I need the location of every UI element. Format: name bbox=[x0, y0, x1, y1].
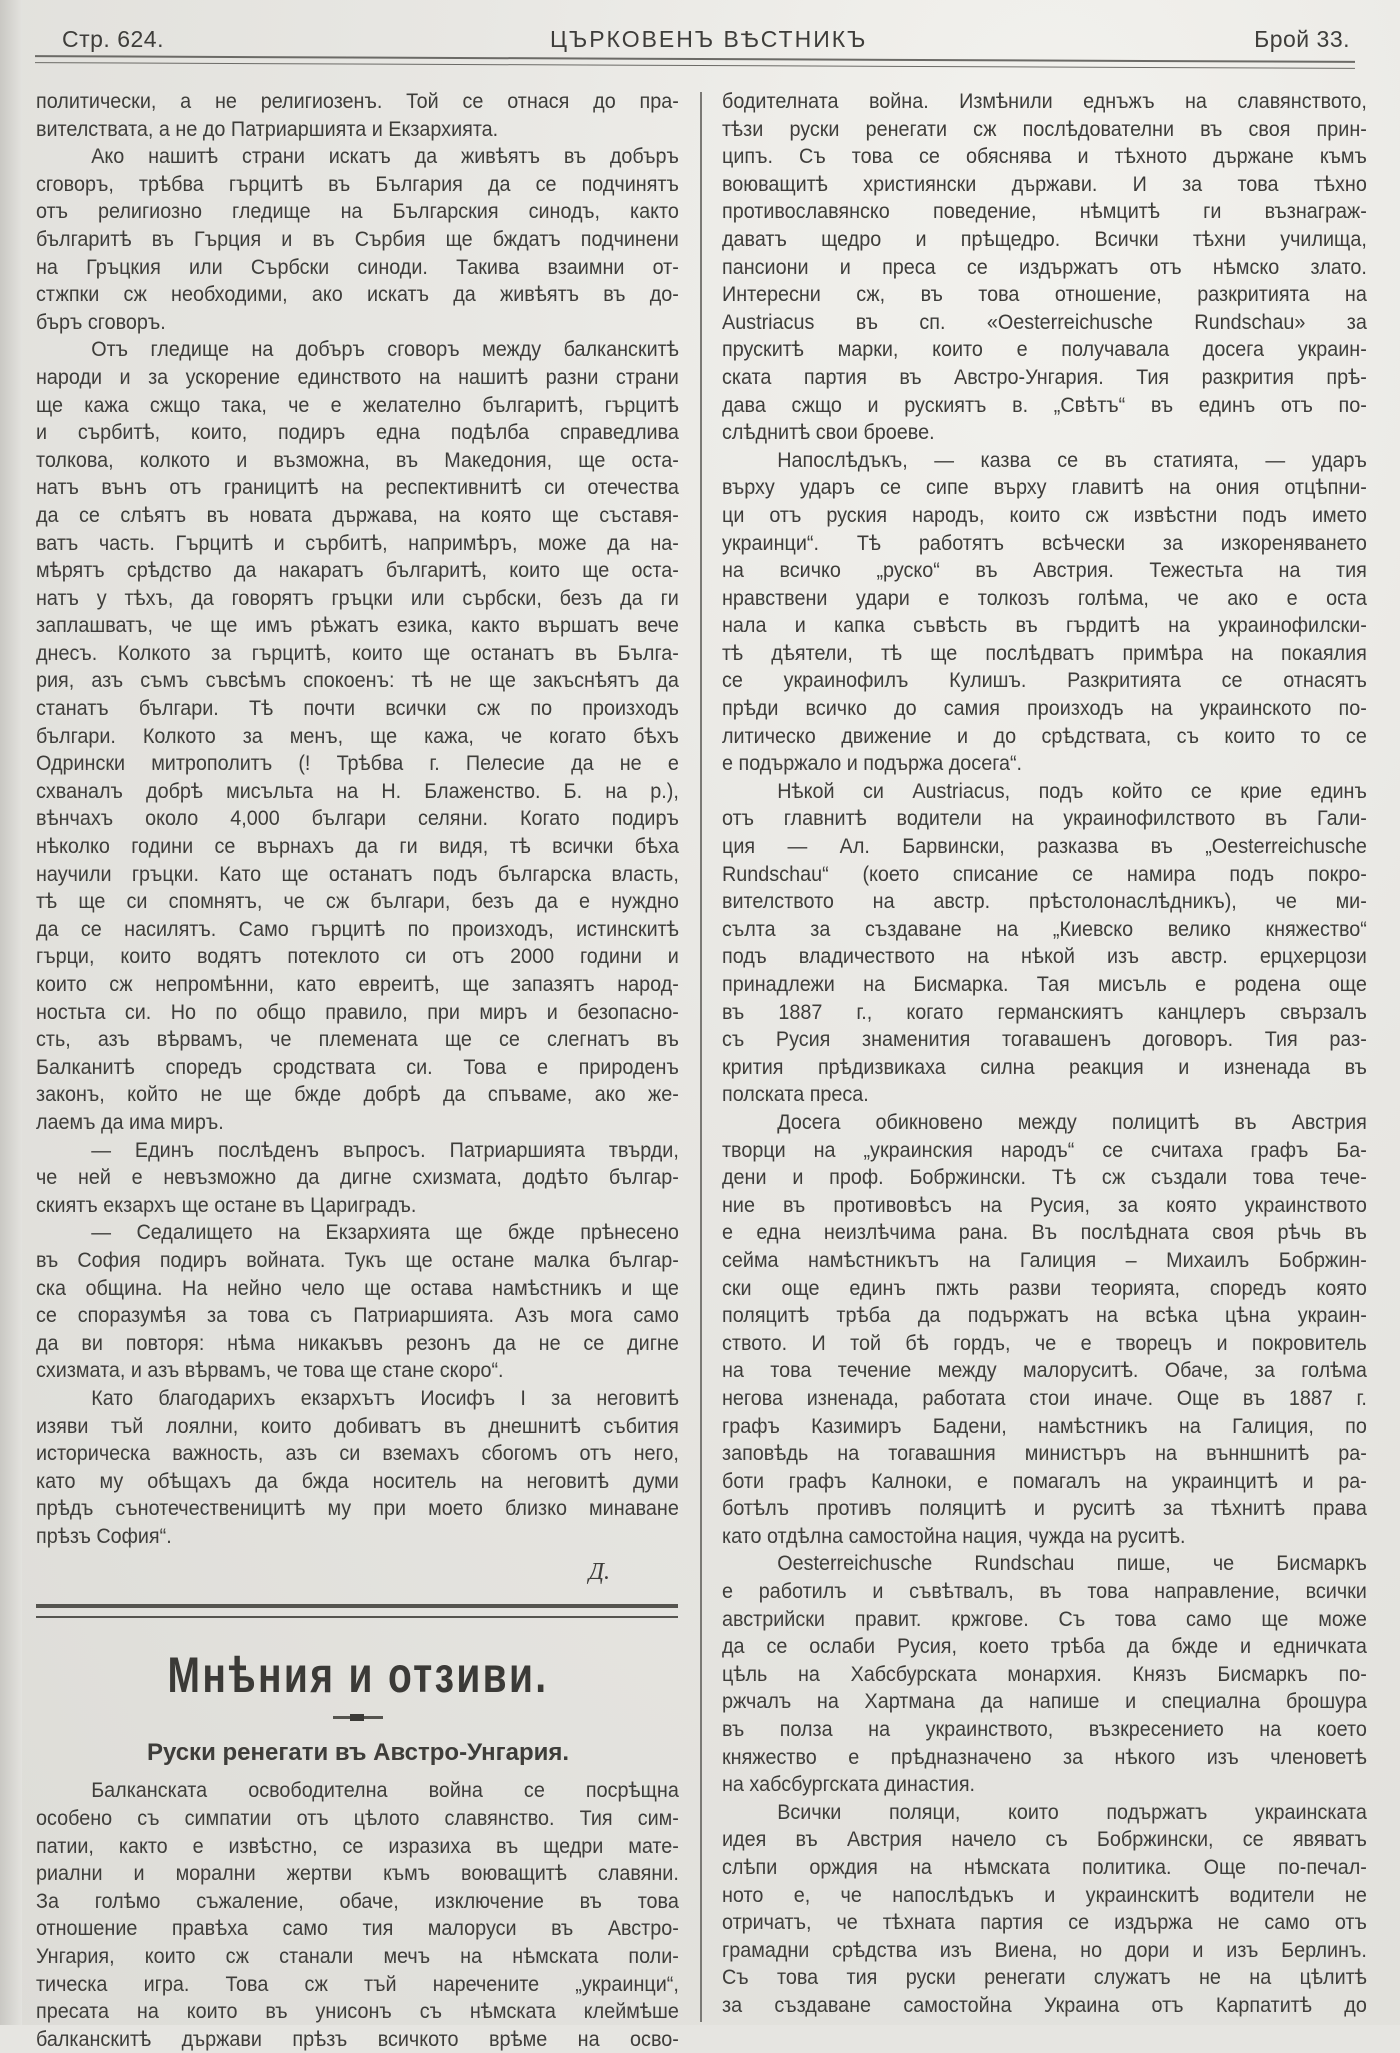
text-line: ция — Ал. Барвински, разказва въ „Oesterreichusche bbox=[722, 834, 1367, 859]
text-line: творци на „украинския народъ“ се считаха графъ Ба- bbox=[722, 1137, 1367, 1162]
text-line: схизмата, и азъ вѣрвамъ, че това ще стане скоро“. bbox=[36, 1358, 504, 1383]
issue-number: Брой 33. bbox=[1254, 26, 1350, 52]
text-line: да се ослаби Русия, което трѣба да бжде и едничката bbox=[722, 1634, 1367, 1659]
text-line: да се слѣятъ въ новата държава, на която ще съставя- bbox=[36, 502, 679, 527]
section-title: Мнѣния и отзиви. bbox=[167, 1647, 549, 1704]
text-line: които сж непромѣнни, като евреитѣ, ще запазятъ народ- bbox=[36, 972, 679, 996]
text-line: прѣди всичко до самия произходъ на украинското по- bbox=[722, 696, 1367, 721]
text-line: прѣзъ София“. bbox=[36, 1523, 172, 1548]
text-line: Съ това тия руски ренегати служатъ не на цѣлитѣ bbox=[722, 1965, 1367, 1990]
text-line: ството. И той бѣ гордъ, че е творецъ и покровитель bbox=[722, 1330, 1367, 1355]
text-line: заповѣдь на тогавашния министъръ на вънншнитѣ ра- bbox=[722, 1441, 1367, 1466]
left-column bbox=[36, 88, 680, 2053]
text-line: ботѣлъ противъ поляцитѣ и руситѣ за тѣхнитѣ права bbox=[722, 1496, 1367, 1521]
text-line: подъ владичеството на нѣкой изъ австр. ерцхерцози bbox=[722, 944, 1367, 969]
text-line: Нѣкой си Austriacus, подъ който се крие единъ bbox=[777, 778, 1367, 803]
text-line: ска община. На нейно чело ще остава намѣстникъ и ще bbox=[36, 1275, 679, 1300]
text-line: ще кажа сжщо така, че е желателно българитѣ, гърцитѣ bbox=[36, 392, 679, 417]
text-line: украинци“. Тѣ работятъ всѣчески за изкореняването bbox=[722, 530, 1367, 555]
text-line: за създаване самостойна Украина отъ Карпатитѣ до bbox=[722, 1992, 1367, 2017]
text-line: на това течение между малоруситѣ. Обаче, за голѣма bbox=[722, 1358, 1367, 1383]
text-line: Балканитѣ споредъ сродствата си. Това е природенъ bbox=[36, 1054, 679, 1079]
text-line: поляцитѣ трѣба да подържатъ на всѣка цѣна украин- bbox=[722, 1303, 1367, 1328]
text-line: съ Русия знаменития тогавашенъ договоръ. Тия раз- bbox=[722, 1027, 1367, 1052]
text-line: — Единъ послѣденъ въпросъ. Патриаршията твърди, bbox=[91, 1137, 679, 1162]
text-line: мѣрятъ срѣдство да накаратъ българитѣ, които ще оста- bbox=[36, 558, 679, 583]
text-line: на хабсбургската династия. bbox=[722, 1772, 976, 1797]
text-line: Като благодарихъ екзархътъ Иосифъ I за неговитѣ bbox=[91, 1385, 679, 1410]
text-line: вителствата, а не до Патриаршията и Екзархията. bbox=[36, 116, 499, 141]
text-line: отричатъ, че тѣхната партия се издържа не само отъ bbox=[722, 1910, 1367, 1935]
text-line: грамадни срѣдства изъ Виена, но дори и изъ Берлинъ. bbox=[722, 1937, 1367, 1962]
text-line: ци отъ руския народъ, които сж извѣстни подъ името bbox=[722, 502, 1367, 527]
text-line: сейма намѣстникътъ на Галиция – Михаилъ Бобржин- bbox=[722, 1247, 1367, 1272]
text-line: тѣ дѣятели, тѣ ще послѣдватъ примѣра на покаялия bbox=[722, 640, 1367, 665]
text-line: че ней е невъзможно да дигне схизмата, додѣто българ- bbox=[36, 1165, 679, 1190]
text-line: лаемъ да има миръ. bbox=[36, 1109, 224, 1134]
text-line: Ако нашитѣ страни искатъ да живѣятъ въ добъръ bbox=[91, 144, 679, 169]
text-line: въ полза на украинството, възкресението на което bbox=[722, 1717, 1367, 1742]
text-line: бъръ сговоръ. bbox=[36, 309, 166, 334]
text-line: като му обѣщахъ да бжда носитель на неговитѣ думи bbox=[36, 1468, 679, 1493]
text-line: Досега обикновено между полицитѣ въ Австрия bbox=[777, 1109, 1367, 1134]
text-line: изяви тъй лоялни, които добиватъ въ днешнитѣ събития bbox=[36, 1413, 679, 1438]
ornament-divider bbox=[333, 1716, 383, 1719]
text-line: ното е, че напослѣдъкъ и украинскитѣ водители не bbox=[722, 1882, 1367, 1907]
text-line: народи и за ускорение единството на нашитѣ разни страни bbox=[36, 364, 679, 389]
text-line: отъ религиозно гледище на Българския синодъ, както bbox=[36, 199, 679, 224]
text-line: графъ Казимиръ Бадени, намѣстникъ на Галиция, по bbox=[722, 1413, 1367, 1438]
text-line: австрийски правит. кржгове. Съ това само ще може bbox=[722, 1606, 1367, 1631]
text-line: да ви повторя: нѣма никакъвъ резонъ да не се дигне bbox=[36, 1330, 679, 1355]
text-line: особено съ симпатии отъ цѣлото славянство. Тия сим- bbox=[36, 1806, 679, 1831]
text-line: е подържало и подържа досега“. bbox=[722, 751, 1023, 776]
text-line: риални и морални жертви къмъ воюващитѣ славяни. bbox=[36, 1861, 679, 1886]
text-line: Rundschau“ (което списание се намира подъ покро- bbox=[722, 861, 1367, 886]
text-line: прѣдъ сънотечественицитѣ му при моето близко минаване bbox=[36, 1496, 679, 1521]
article-title: Руски ренегати въ Австро-Унгария. bbox=[146, 1739, 570, 1767]
text-line: даватъ щедро и прѣщедро. Всички тѣхни училища, bbox=[722, 226, 1367, 251]
text-line: Интересни сж, въ това отношение, разкритията на bbox=[722, 282, 1367, 307]
text-line: ржчалъ на Хартмана да напише и специална брошура bbox=[722, 1689, 1367, 1714]
text-line: тѣзи руски ренегати сж послѣдователни въ своя прин- bbox=[722, 116, 1367, 141]
text-line: ватъ часть. Гърцитѣ и сърбитѣ, напримѣръ, може да на- bbox=[36, 530, 679, 555]
text-line: нѣколко години се върнахъ да ги видя, тѣ всички бѣха bbox=[36, 834, 679, 859]
text-line: Балканската освободителна война се посрѣщна bbox=[91, 1778, 679, 1803]
page-edge-shadow bbox=[0, 0, 22, 2025]
text-line: политически, а не религиозенъ. Той се отнася до пра- bbox=[36, 89, 679, 113]
text-line: пресата на които въ унисонъ съ нѣмската клеймѣше bbox=[36, 1999, 679, 2024]
text-line: идея въ Австрия начело съ Бобржински, се явяватъ bbox=[722, 1827, 1367, 1852]
text-line: сълта за създаване на „Киевско велико княжество“ bbox=[722, 916, 1367, 941]
text-line: научили гръцки. Като ще останатъ подъ българска власть, bbox=[36, 861, 679, 886]
text-line: нала и капка съвѣсть въ гърдитѣ на украинофилски- bbox=[722, 613, 1367, 638]
text-line: отъ главнитѣ водители на украинофилството въ Гали- bbox=[722, 806, 1367, 831]
text-line: За голѣмо съжаление, обаче, изключение въ това bbox=[36, 1888, 679, 1913]
text-line: законъ, който не ще бжде добрѣ да спъваме, ако же- bbox=[36, 1082, 679, 1107]
text-line: тическа игра. Това сж тъй наречените „украинци“, bbox=[36, 1971, 679, 1996]
text-line: воюващитѣ християнски държави. И за това тѣхно bbox=[722, 171, 1367, 196]
text-line: заплашватъ, че ще имъ рѣжатъ езика, както вършатъ вече bbox=[36, 613, 679, 638]
text-line: е една неизлѣчима рана. Въ послѣдната своя рѣчь въ bbox=[722, 1220, 1367, 1245]
text-line: Oesterreichusche Rundschau пише, че Бисмаркъ bbox=[777, 1551, 1367, 1576]
text-line: рия, азъ съмъ съвсѣмъ спокоенъ: тѣ не ще закъснѣятъ да bbox=[36, 668, 679, 693]
article-body-continuation bbox=[722, 88, 1368, 2020]
text-line: балканскитѣ държави прѣзъ всичкото врѣме на осво- bbox=[36, 2026, 679, 2051]
text-line: българи. Колкото за менъ, ще кажа, че когато бѣхъ bbox=[36, 723, 679, 748]
text-line: гърци, които водятъ потеклото си отъ 2000 години и bbox=[36, 944, 679, 969]
text-line: и сърбитѣ, които, подиръ една подѣлба справедлива bbox=[36, 420, 679, 445]
text-line: ние въ противовѣсъ на Русия, за която украинството bbox=[722, 1192, 1367, 1217]
text-line: негова изненада, работата стои иначе. Още въ 1887 г. bbox=[722, 1385, 1367, 1410]
text-line: вѣнчахъ около 4,000 българи селяни. Когато подиръ bbox=[36, 806, 679, 831]
text-line: бодителната война. Измѣнили еднъжъ на славянството, bbox=[722, 89, 1367, 113]
text-line: тѣ ще си спомнятъ, че сж българи, безъ да е нуждно bbox=[36, 889, 679, 914]
text-line: скиятъ екзархъ ще остане въ Цариградъ. bbox=[36, 1192, 417, 1217]
page-header bbox=[60, 26, 1350, 58]
text-line: е работилъ и съвѣтвалъ, въ това направление, всички bbox=[722, 1579, 1367, 1604]
text-line: вителството на австр. прѣстолонаслѣдникъ), че ми- bbox=[722, 889, 1367, 914]
text-line: крития прѣдизвикаха силна реакция и изненада въ bbox=[722, 1054, 1367, 1079]
text-line: толкова, колкото и възможна, въ Македония, ще оста- bbox=[36, 447, 679, 472]
text-line: ностьта си. Но по общо правило, при миръ и безопасно- bbox=[36, 999, 679, 1024]
column-divider bbox=[700, 92, 702, 2022]
text-line: прускитѣ марки, които е получавала досега украин- bbox=[722, 337, 1367, 362]
text-line: станатъ българи. Тѣ почти всички сж по произходъ bbox=[36, 696, 679, 721]
text-line: да се насилятъ. Само гърцитѣ по произходъ, истинскитѣ bbox=[36, 916, 679, 941]
article-continuation bbox=[36, 88, 680, 1550]
text-line: дава сжщо и рускиятъ в. „Свѣтъ“ въ единъ отъ по- bbox=[722, 392, 1367, 417]
text-line: на всичко „руско“ въ Австрия. Тежестьта на тия bbox=[722, 558, 1367, 583]
text-line: Всички поляци, които подържатъ украинската bbox=[777, 1799, 1367, 1824]
text-line: слѣднитѣ свои броеве. bbox=[722, 420, 935, 445]
text-line: патии, както е извѣстно, се изразиха въ щедри мате- bbox=[36, 1833, 679, 1858]
text-line: Austriacus въ сп. «Oesterreichusche Rundschau» за bbox=[722, 309, 1367, 334]
article-body-start bbox=[36, 1777, 680, 2053]
text-line: като отдѣлна самостойна нация, чужда на руситѣ. bbox=[722, 1523, 1186, 1548]
text-line: натъ вънъ отъ границитѣ на респективнитѣ си отечества bbox=[36, 475, 679, 500]
author-signature: Д. bbox=[588, 1559, 610, 1586]
text-line: на Гръцкия или Сърбски синоди. Такива взаимни от- bbox=[36, 254, 679, 279]
text-line: върху ударъ се сипе върху главитѣ на ония отцѣпни- bbox=[722, 475, 1367, 500]
text-line: слѣпи орждия на нѣмската политика. Още по-печал- bbox=[722, 1855, 1367, 1879]
text-line: цѣль на Хабсбурската монархия. Князъ Бисмаркъ по- bbox=[722, 1661, 1367, 1686]
text-line: сговоръ, трѣбва гърцитѣ въ България да се подчинятъ bbox=[36, 171, 679, 196]
text-line: ската партия въ Австро-Унгария. Тия разкрития прѣ- bbox=[722, 364, 1367, 389]
section-divider bbox=[36, 1604, 678, 1618]
text-line: — Седалището на Екзархията ще бжде прѣнесено bbox=[91, 1220, 679, 1245]
text-line: отношение правѣха само тия малоруси въ Австро- bbox=[36, 1916, 679, 1941]
text-line: днесъ. Колкото за гърцитѣ, които ще останатъ въ Бълга- bbox=[36, 640, 679, 665]
text-line: се украинофилъ Кулишъ. Разкритията се отнасятъ bbox=[722, 668, 1367, 693]
text-line: ципъ. Съ това се обяснява и тѣхното държане къмъ bbox=[722, 144, 1367, 169]
text-line: боти графъ Калноки, е помагалъ на украинцитѣ и ра- bbox=[722, 1468, 1367, 1493]
text-line: се споразумѣя за това съ Патриаршията. Азъ мога само bbox=[36, 1303, 679, 1328]
text-line: дени и проф. Бобржински. Тѣ сж създали това тече- bbox=[722, 1165, 1367, 1190]
text-line: въ 1887 г., когато германскиятъ канцлеръ свързалъ bbox=[722, 999, 1367, 1024]
text-line: Отъ гледище на добъръ сговоръ между балканскитѣ bbox=[91, 337, 679, 362]
text-line: противославянско поведение, нѣмцитѣ ги възнаграж- bbox=[722, 199, 1367, 224]
text-line: Унгария, които сж станали мечъ на нѣмската поли- bbox=[36, 1944, 679, 1969]
text-line: схваналъ добрѣ мисъльта на Н. Блаженство. Б. на р.), bbox=[36, 778, 679, 803]
text-line: пансиони и преса се издържатъ отъ нѣмско злато. bbox=[722, 254, 1367, 279]
text-line: сть, азъ вѣрвамъ, че племената ще се слегнатъ въ bbox=[36, 1027, 679, 1052]
page-number: Стр. 624. bbox=[62, 26, 164, 52]
text-line: Одрински митрополитъ (! Трѣбва г. Пелесие да не е bbox=[36, 751, 679, 776]
text-line: княжество е прѣдназначено за нѣкого изъ членоветѣ bbox=[722, 1744, 1367, 1769]
text-line: принадлежи на Бисмарка. Тая мисъль е родена още bbox=[722, 972, 1367, 996]
text-line: литическо движение и до срѣдствата, съ които то се bbox=[722, 723, 1367, 748]
text-line: нравствени удари е толкозъ голѣма, че ако е оста bbox=[722, 585, 1367, 610]
text-line: полската преса. bbox=[722, 1082, 869, 1107]
text-line: историческа важность, азъ си вземахъ сбогомъ отъ него, bbox=[36, 1441, 679, 1466]
right-column bbox=[722, 88, 1368, 2020]
text-line: Напослѣдъкъ, — казва се въ статията, — ударъ bbox=[777, 447, 1367, 472]
text-line: ски още единъ пжть разви теорията, споредъ която bbox=[722, 1275, 1367, 1300]
text-line: българитѣ въ Гърция и въ Сърбия ще бждатъ подчинени bbox=[36, 226, 679, 251]
newspaper-title: ЦЪРКОВЕНЪ ВѢСТНИКЪ bbox=[550, 26, 868, 52]
text-line: натъ у тѣхъ, да говорятъ гръцки или сърбски, безъ да ги bbox=[36, 585, 679, 610]
text-line: въ София подиръ войната. Тукъ ще остане малка българ- bbox=[36, 1247, 679, 1272]
text-line: стжпки сж необходими, ако искатъ да живѣятъ въ до- bbox=[36, 282, 679, 307]
